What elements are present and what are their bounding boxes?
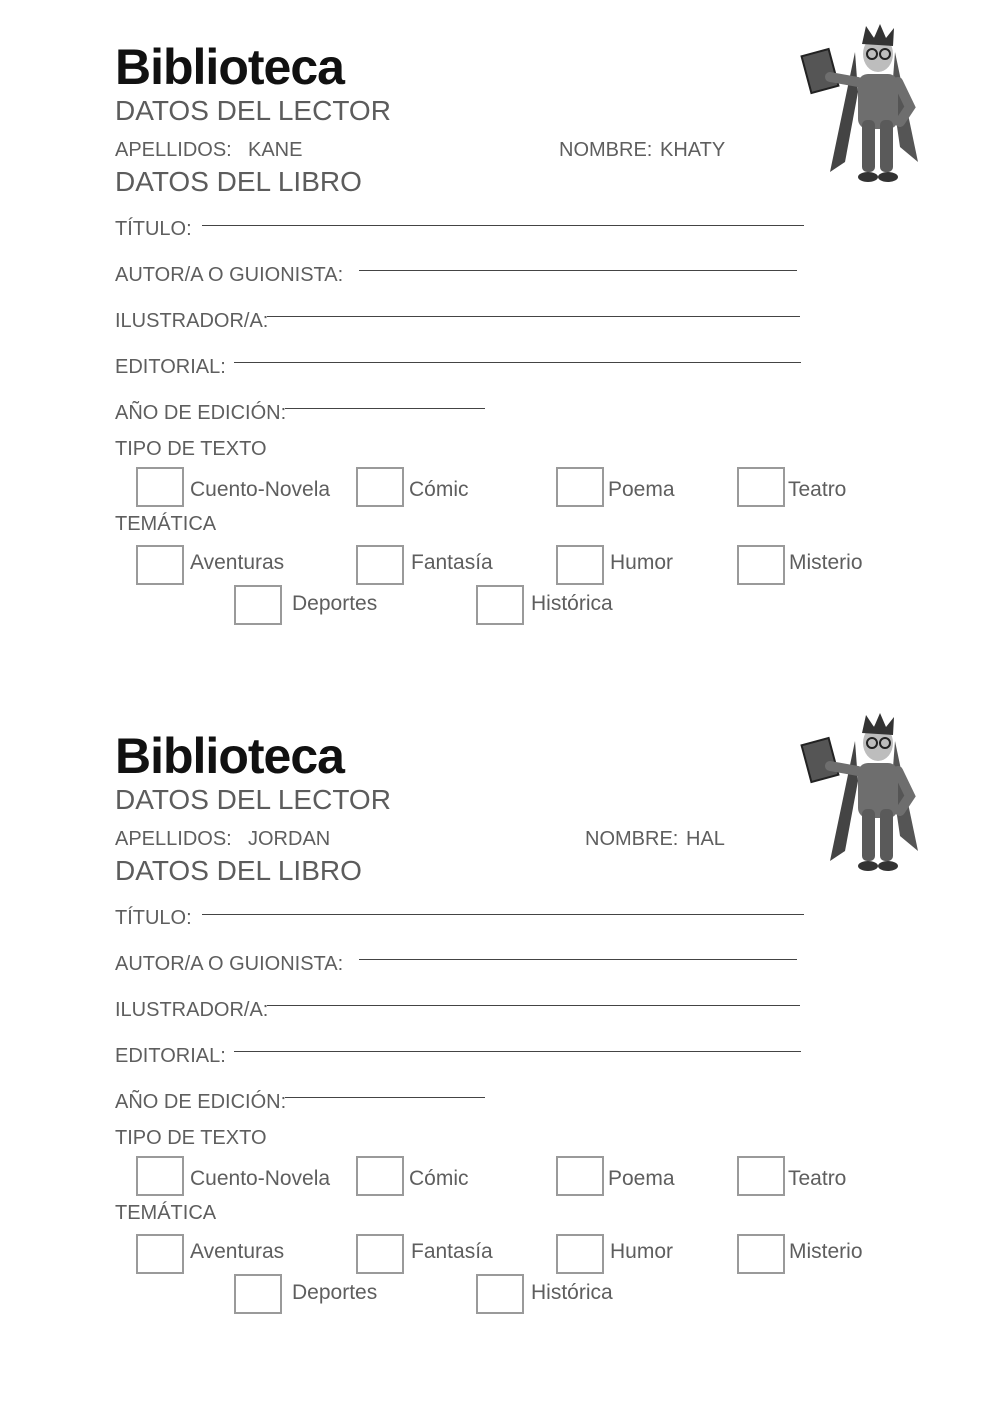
surname-label: APELLIDOS: xyxy=(115,828,232,850)
illustrator-input-line[interactable] xyxy=(267,1005,800,1006)
option-label: Cuento-Novela xyxy=(190,1167,331,1190)
option-label: Fantasía xyxy=(411,1240,493,1263)
surname-label: APELLIDOS: xyxy=(115,139,232,161)
text-type-heading: TIPO DE TEXTO xyxy=(115,438,267,460)
checkbox-fantasia[interactable] xyxy=(356,1234,404,1274)
option-label: Aventuras xyxy=(190,1240,285,1263)
illustrator-label: ILUSTRADOR/A: xyxy=(115,310,269,332)
option-label: Teatro xyxy=(788,1167,847,1190)
option-label: Poema xyxy=(608,1167,675,1190)
checkbox-aventuras[interactable] xyxy=(136,1234,184,1274)
year-label: AÑO DE EDICIÓN: xyxy=(115,402,287,424)
option-label: Cómic xyxy=(409,1167,469,1190)
author-label: AUTOR/A O GUIONISTA: xyxy=(115,953,344,975)
option-label: Teatro xyxy=(788,478,847,501)
superhero-mascot-icon xyxy=(800,22,925,187)
text-type-heading: TIPO DE TEXTO xyxy=(115,1127,267,1149)
illustrator-label: ILUSTRADOR/A: xyxy=(115,999,269,1021)
title-label: TÍTULO: xyxy=(115,218,192,240)
option-label: Histórica xyxy=(531,1281,613,1304)
checkbox-misterio[interactable] xyxy=(737,545,785,585)
checkbox-teatro[interactable] xyxy=(737,1156,785,1196)
checkbox-cuento-novela[interactable] xyxy=(136,467,184,507)
publisher-input-line[interactable] xyxy=(234,1051,801,1052)
title-input-line[interactable] xyxy=(202,225,804,226)
option-label: Deportes xyxy=(292,1281,378,1304)
publisher-label: EDITORIAL: xyxy=(115,356,226,378)
option-label: Cuento-Novela xyxy=(190,478,331,501)
checkbox-poema[interactable] xyxy=(556,1156,604,1196)
checkbox-comic[interactable] xyxy=(356,467,404,507)
year-input-line[interactable] xyxy=(285,1097,485,1098)
publisher-label: EDITORIAL: xyxy=(115,1045,226,1067)
option-label: Deportes xyxy=(292,592,378,615)
name-value[interactable]: KHATY xyxy=(660,139,726,161)
author-input-line[interactable] xyxy=(359,959,797,960)
name-label: NOMBRE: xyxy=(559,139,653,161)
checkbox-aventuras[interactable] xyxy=(136,545,184,585)
library-card-1 xyxy=(0,0,1000,690)
theme-heading: TEMÁTICA xyxy=(115,1202,217,1224)
year-label: AÑO DE EDICIÓN: xyxy=(115,1091,287,1113)
checkbox-humor[interactable] xyxy=(556,1234,604,1274)
reader-heading: DATOS DEL LECTOR xyxy=(115,784,391,815)
option-label: Poema xyxy=(608,478,675,501)
year-input-line[interactable] xyxy=(285,408,485,409)
library-card-2 xyxy=(0,689,1000,1379)
card-title: Biblioteca xyxy=(115,39,344,95)
name-label: NOMBRE: xyxy=(585,828,679,850)
option-label: Humor xyxy=(610,551,674,574)
checkbox-teatro[interactable] xyxy=(737,467,785,507)
publisher-input-line[interactable] xyxy=(234,362,801,363)
reader-heading: DATOS DEL LECTOR xyxy=(115,95,391,126)
card-title: Biblioteca xyxy=(115,728,344,784)
surname-value[interactable]: KANE xyxy=(248,139,303,161)
illustrator-input-line[interactable] xyxy=(267,316,800,317)
option-label: Humor xyxy=(610,1240,674,1263)
checkbox-deportes[interactable] xyxy=(234,585,282,625)
book-heading: DATOS DEL LIBRO xyxy=(115,166,362,197)
name-value[interactable]: HAL xyxy=(686,828,725,850)
checkbox-misterio[interactable] xyxy=(737,1234,785,1274)
option-label: Fantasía xyxy=(411,551,493,574)
option-label: Misterio xyxy=(789,1240,863,1263)
checkbox-historica[interactable] xyxy=(476,1274,524,1314)
title-label: TÍTULO: xyxy=(115,907,192,929)
checkbox-comic[interactable] xyxy=(356,1156,404,1196)
option-label: Cómic xyxy=(409,478,469,501)
checkbox-cuento-novela[interactable] xyxy=(136,1156,184,1196)
superhero-mascot-icon xyxy=(800,711,925,876)
theme-heading: TEMÁTICA xyxy=(115,513,217,535)
checkbox-fantasia[interactable] xyxy=(356,545,404,585)
checkbox-poema[interactable] xyxy=(556,467,604,507)
title-input-line[interactable] xyxy=(202,914,804,915)
checkbox-humor[interactable] xyxy=(556,545,604,585)
option-label: Misterio xyxy=(789,551,863,574)
checkbox-deportes[interactable] xyxy=(234,1274,282,1314)
book-heading: DATOS DEL LIBRO xyxy=(115,855,362,886)
author-label: AUTOR/A O GUIONISTA: xyxy=(115,264,344,286)
option-label: Aventuras xyxy=(190,551,285,574)
option-label: Histórica xyxy=(531,592,613,615)
surname-value[interactable]: JORDAN xyxy=(248,828,331,850)
checkbox-historica[interactable] xyxy=(476,585,524,625)
author-input-line[interactable] xyxy=(359,270,797,271)
